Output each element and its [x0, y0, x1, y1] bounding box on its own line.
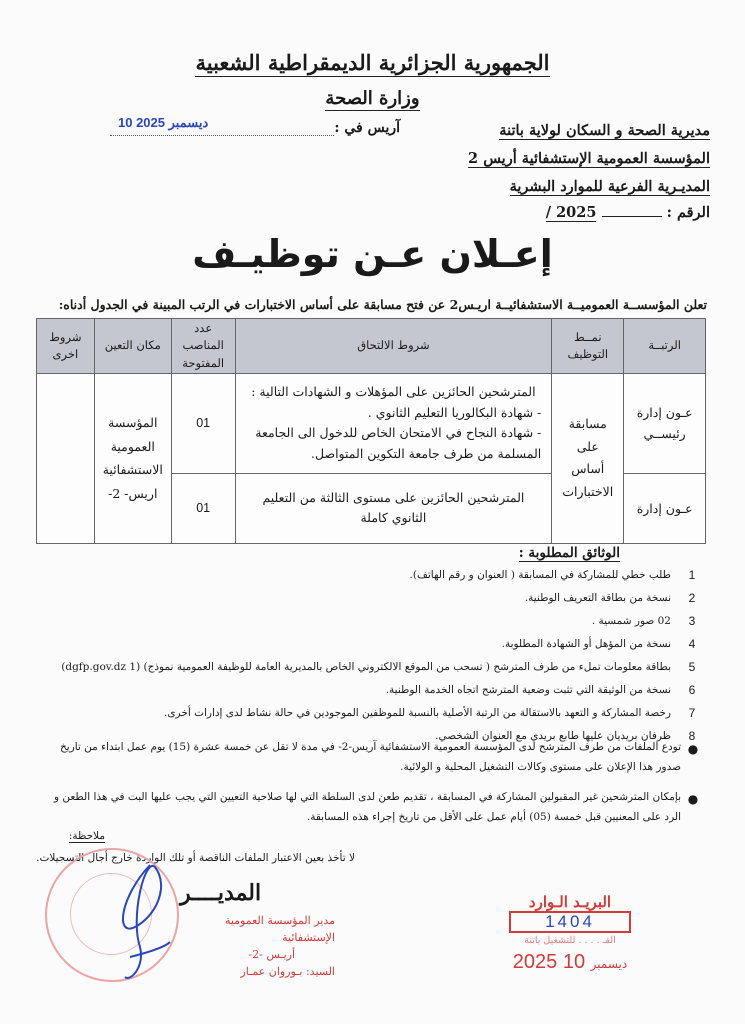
stamp-year: 2025 [512, 951, 558, 973]
ministry-header: وزارة الصحة [325, 88, 420, 109]
condition-line: المترشحين الحائزين على مستوى الثالثة من التعليم الثانوي كاملة [262, 489, 525, 526]
mail-stamp-date [505, 951, 635, 974]
documents-list [25, 563, 705, 747]
header-other: شروط اخرى [37, 319, 95, 374]
header-place: مكان التعين [94, 319, 171, 374]
rank-cell: عـون إدارة [624, 473, 706, 543]
reference-number: الرقم : 2025 / [545, 204, 710, 221]
rank-cell: عـون إدارة رئيســي [624, 373, 706, 473]
item-number: 4 [688, 636, 696, 651]
handwritten-date: 10 ديسمبر 2025 [118, 115, 209, 130]
list-item [25, 563, 705, 586]
notice-item [35, 738, 705, 778]
item-number: 1 [688, 567, 696, 582]
notice-text: تودع الملفات من طرف المترشح لدى المؤسسة العمومية الاستشفائية آريس-2- في مدة لا تقل عن خمسة عشرة (15) يوم عمل ابتداء من تاريخ صدور هذا الإعلان على مستوى وكالات التشغيل المحلية و الولائية. [59, 741, 681, 773]
date-line [110, 115, 400, 136]
note-text: لا تأخذ بعين الاعتبار الملفات الناقصة أو تلك الواردة خارج أجال التسجيلات. [36, 852, 355, 864]
stamp-line: مدير المؤسسة العمومية الإستشفائية [224, 914, 335, 945]
positions-table [36, 318, 706, 544]
mode-cell: مسابقة على أساس الاختبارات [552, 373, 624, 543]
positions-cell: 01 [171, 473, 235, 543]
mail-number: 1404 [509, 911, 631, 933]
item-text: رخصة المشاركة و التعهد بالاستقالة من الرتبة الأصلية بالنسبة للموظفين الموجودين في حالة نشاط لدى إدارات أخرى. [163, 706, 671, 719]
stamp-month: ديسمبر [590, 957, 628, 971]
incoming-mail-stamp [505, 893, 635, 974]
item-number: 6 [688, 682, 696, 697]
table-header-row [37, 319, 706, 374]
item-text: نسخة من المؤهل أو الشهادة المطلوبة. [501, 637, 671, 650]
documents-title: الوثائق المطلوبة : [518, 545, 620, 561]
notice-text: بإمكان المترشحين غير المقبولين المشاركة في المسابقة ، تقديم طعن لدى السلطة التي لها صلاحية التعيين التي يجب عليها البت في هذا الطعن و الرد على المعنيين قبل خمسة (05) أيام عمل على الأقل من تاريخ إجراء هذه المسابقة. [53, 790, 681, 823]
stamp-line: أريـس -2- [248, 948, 295, 962]
republic-header: الجمهورية الجزائرية الديمقراطية الشعبية [195, 50, 550, 75]
header-conditions: شروط الالتحاق [235, 319, 552, 374]
header-mode: نمــط التوظيف [552, 319, 624, 374]
org-line-2: المؤسسة العمومية الإستشفائية أريس 2 [468, 150, 710, 167]
condition-line: - شهادة البكالوريا التعليم الثانوي . [367, 404, 542, 420]
bullet-icon: ● [687, 742, 699, 756]
date-label: آريس في : [334, 120, 400, 136]
item-text: طلب خطي للمشاركة في المسابقة ( العنوان و رقم الهاتف). [409, 568, 671, 581]
org-line-3: المديـرية الفرعية للموارد البشرية [509, 178, 710, 195]
item-text: 02 صور شمسية . [591, 614, 671, 627]
condition-line: - شهادة النجاح في الامتحان الخاص للدخول الى الجامعة المسلمة من طرف جامعة التكوين المتواصل. [255, 425, 542, 461]
positions-cell: 01 [171, 373, 235, 473]
header-rank: الرتبــة [624, 319, 706, 374]
mail-stamp-title: البريـد الـوارد [528, 893, 612, 911]
other-cell [37, 373, 95, 543]
director-title: المديــــر [180, 880, 262, 906]
list-item [25, 655, 705, 678]
director-stamp [175, 912, 335, 980]
conditions-cell [235, 473, 552, 543]
notice-item [35, 788, 705, 828]
intro-paragraph: تعلن المؤسســة العموميــة الاستشفائيــة اريـس2 عن فتح مسابقة على أساس الاختبارات في الرتب المبينة في الجدول أدناه: [58, 297, 707, 312]
list-item [25, 632, 705, 655]
stamp-day: 10 [562, 951, 586, 973]
item-text: ظرفان بريديان عليها طابع بريدي مع العنوان الشخصي. [435, 729, 671, 742]
table-row [37, 373, 706, 473]
list-item [25, 609, 705, 632]
place-cell: المؤسسة العمومية الاستشفائية اريس- 2- [94, 373, 171, 543]
item-text: نسخة من الوثيقة التي تثبت وضعية المترشح اتجاه الخدمة الوطنية. [385, 683, 671, 696]
item-number: 5 [688, 659, 696, 674]
note-label: ملاحظة: [68, 830, 105, 842]
item-text: بطاقة معلومات تملء من طرف المترشح ( تسحب من الموقع الالكتروني الخاص بالمديرية العامة للوظيفة العمومية نموذج) (dgfp.gov.dz 1) [61, 660, 671, 673]
item-number: 3 [688, 613, 696, 628]
date-field [110, 115, 334, 136]
item-text: نسخة من بطاقة التعريف الوطنية. [524, 591, 671, 604]
bullet-icon: ● [687, 791, 699, 806]
item-number: 7 [688, 705, 696, 720]
notices [35, 738, 705, 838]
mail-stamp-subtitle: الفـ . . . . للتشغيل باتنة [524, 935, 616, 946]
org-line-1: مديرية الصحة و السكان لولاية باتنة [499, 122, 710, 139]
list-item [25, 701, 705, 724]
stamp-line: السيد: بـوروان عمـار [240, 965, 335, 979]
item-number: 8 [688, 728, 696, 743]
header-positions: عدد المناصب المفتوحة [171, 319, 235, 374]
item-number: 2 [688, 590, 696, 605]
conditions-cell [235, 373, 552, 473]
list-item [25, 586, 705, 609]
list-item [25, 678, 705, 701]
condition-line: المترشحين الحائزين على المؤهلات و الشهادات التالية : [251, 384, 536, 399]
document-title: إعـلان عـن توظيـف [192, 232, 553, 276]
